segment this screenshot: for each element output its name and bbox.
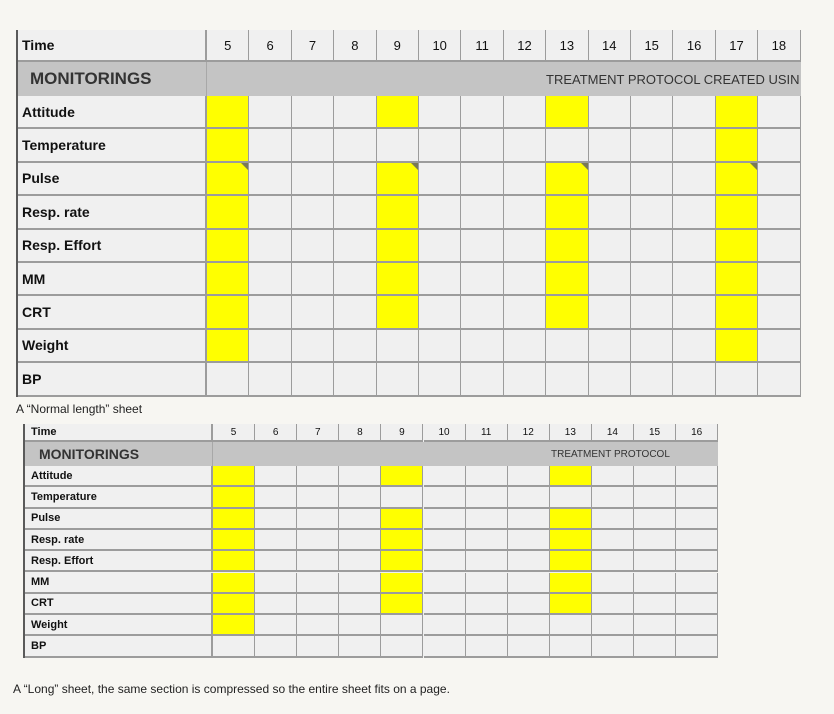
schedule-cell (381, 594, 423, 615)
schedule-cell (758, 129, 800, 162)
hour-header-cell: 5 (213, 424, 255, 442)
long-sheet-caption: A “Long” sheet, the same section is compressed so the entire sheet fits on a page. (13, 682, 450, 696)
schedule-cell (424, 615, 466, 636)
schedule-cell (334, 330, 376, 363)
schedule-cell (297, 636, 339, 657)
schedule-cell (550, 487, 592, 508)
schedule-cell (339, 509, 381, 530)
schedule-cell (504, 263, 546, 296)
schedule-cell (339, 573, 381, 594)
hour-header-cell: 13 (550, 424, 592, 442)
schedule-cell (255, 509, 297, 530)
schedule-cell (461, 196, 503, 229)
schedule-cell (377, 96, 419, 129)
schedule-cell (550, 573, 592, 594)
schedule-cell (461, 163, 503, 196)
schedule-cell (213, 551, 255, 572)
schedule-cell (504, 163, 546, 196)
schedule-cell (716, 230, 758, 263)
schedule-cell (377, 263, 419, 296)
schedule-cell (249, 230, 291, 263)
schedule-cell (249, 330, 291, 363)
schedule-cell (673, 196, 715, 229)
hour-header-cell: 10 (424, 424, 466, 442)
schedule-cell (255, 530, 297, 551)
schedule-cell (255, 636, 297, 657)
schedule-cell (716, 363, 758, 396)
schedule-cell (508, 530, 550, 551)
schedule-cell (377, 196, 419, 229)
hour-header-cell: 12 (508, 424, 550, 442)
monitoring-row-label: Pulse (16, 163, 207, 196)
schedule-cell (758, 96, 800, 129)
schedule-cell (589, 163, 631, 196)
schedule-cell (213, 487, 255, 508)
schedule-cell (249, 363, 291, 396)
schedule-cell (634, 530, 676, 551)
schedule-cell (631, 96, 673, 129)
hour-header-cell: 18 (758, 30, 800, 62)
schedule-cell (676, 487, 718, 508)
schedule-cell (424, 487, 466, 508)
time-header-label: Time (16, 30, 207, 62)
schedule-cell (673, 330, 715, 363)
hour-header-cell: 5 (207, 30, 249, 62)
schedule-cell (716, 129, 758, 162)
monitoring-row-label: MM (23, 573, 213, 594)
schedule-cell (546, 330, 588, 363)
schedule-cell (716, 163, 758, 196)
hour-header-cell: 8 (339, 424, 381, 442)
schedule-cell (508, 573, 550, 594)
monitoring-row-label: BP (23, 636, 213, 657)
schedule-cell (504, 129, 546, 162)
schedule-cell (292, 296, 334, 329)
monitoring-row-label: Attitude (23, 466, 213, 487)
schedule-cell (249, 196, 291, 229)
schedule-cell (550, 636, 592, 657)
schedule-cell (589, 330, 631, 363)
schedule-cell (676, 636, 718, 657)
schedule-cell (508, 466, 550, 487)
schedule-cell (297, 615, 339, 636)
schedule-cell (508, 636, 550, 657)
schedule-cell (758, 330, 800, 363)
schedule-cell (592, 509, 634, 530)
schedule-cell (592, 551, 634, 572)
schedule-cell (339, 594, 381, 615)
schedule-cell (546, 96, 588, 129)
schedule-cell (424, 594, 466, 615)
schedule-cell (631, 296, 673, 329)
schedule-cell (466, 530, 508, 551)
schedule-cell (292, 196, 334, 229)
schedule-cell (550, 594, 592, 615)
schedule-cell (339, 636, 381, 657)
schedule-cell (292, 263, 334, 296)
schedule-cell (381, 530, 423, 551)
schedule-cell (213, 509, 255, 530)
schedule-cell (381, 466, 423, 487)
monitoring-row-label: CRT (16, 296, 207, 329)
schedule-cell (676, 466, 718, 487)
hour-header-cell: 15 (634, 424, 676, 442)
schedule-cell (334, 163, 376, 196)
schedule-cell (508, 509, 550, 530)
schedule-cell (424, 530, 466, 551)
schedule-cell (207, 263, 249, 296)
schedule-cell (550, 509, 592, 530)
schedule-cell (550, 466, 592, 487)
schedule-cell (508, 615, 550, 636)
schedule-cell (255, 594, 297, 615)
schedule-cell (758, 230, 800, 263)
treatment-protocol-banner: TREATMENT PROTOCOL (213, 442, 718, 466)
schedule-cell (461, 96, 503, 129)
section-title: MONITORINGS (23, 442, 213, 466)
schedule-cell (334, 129, 376, 162)
schedule-cell (207, 363, 249, 396)
schedule-cell (631, 330, 673, 363)
schedule-cell (381, 509, 423, 530)
schedule-cell (249, 296, 291, 329)
schedule-cell (424, 509, 466, 530)
schedule-cell (207, 163, 249, 196)
schedule-cell (207, 296, 249, 329)
schedule-cell (297, 487, 339, 508)
schedule-cell (631, 163, 673, 196)
normal-sheet-caption: A “Normal length” sheet (16, 402, 143, 416)
schedule-cell (466, 509, 508, 530)
schedule-cell (716, 330, 758, 363)
hour-header-cell: 6 (249, 30, 291, 62)
schedule-cell (292, 96, 334, 129)
schedule-cell (249, 96, 291, 129)
monitoring-row-label: MM (16, 263, 207, 296)
schedule-cell (631, 196, 673, 229)
schedule-cell (292, 363, 334, 396)
monitoring-row-label: Attitude (16, 96, 207, 129)
monitoring-row-label: Resp. rate (16, 196, 207, 229)
monitoring-row-label: Temperature (16, 129, 207, 162)
schedule-cell (255, 615, 297, 636)
schedule-cell (508, 594, 550, 615)
schedule-cell (377, 330, 419, 363)
schedule-cell (673, 363, 715, 396)
schedule-cell (592, 466, 634, 487)
schedule-cell (676, 530, 718, 551)
hour-header-cell: 9 (381, 424, 423, 442)
schedule-cell (466, 487, 508, 508)
schedule-cell (546, 363, 588, 396)
schedule-cell (758, 296, 800, 329)
schedule-cell (504, 330, 546, 363)
schedule-cell (377, 296, 419, 329)
sheet-left-edge (23, 424, 25, 658)
schedule-cell (339, 551, 381, 572)
schedule-cell (461, 129, 503, 162)
schedule-cell (466, 636, 508, 657)
schedule-cell (634, 573, 676, 594)
schedule-cell (381, 573, 423, 594)
schedule-cell (213, 530, 255, 551)
schedule-cell (592, 615, 634, 636)
schedule-cell (297, 509, 339, 530)
schedule-cell (758, 363, 800, 396)
schedule-cell (631, 263, 673, 296)
schedule-cell (676, 615, 718, 636)
schedule-cell (634, 594, 676, 615)
hour-header-cell: 16 (676, 424, 718, 442)
hour-header-cell: 11 (461, 30, 503, 62)
schedule-cell (461, 330, 503, 363)
schedule-cell (249, 129, 291, 162)
schedule-cell (546, 129, 588, 162)
schedule-cell (546, 263, 588, 296)
schedule-cell (461, 263, 503, 296)
schedule-cell (592, 594, 634, 615)
schedule-cell (504, 363, 546, 396)
schedule-cell (213, 636, 255, 657)
schedule-cell (213, 594, 255, 615)
schedule-cell (634, 615, 676, 636)
schedule-cell (292, 163, 334, 196)
schedule-cell (631, 230, 673, 263)
schedule-cell (504, 230, 546, 263)
schedule-cell (334, 296, 376, 329)
hour-header-cell: 7 (292, 30, 334, 62)
schedule-cell (255, 573, 297, 594)
schedule-cell (673, 296, 715, 329)
schedule-cell (339, 466, 381, 487)
schedule-cell (381, 636, 423, 657)
schedule-cell (334, 196, 376, 229)
schedule-cell (377, 129, 419, 162)
schedule-cell (592, 573, 634, 594)
schedule-cell (758, 196, 800, 229)
schedule-cell (339, 487, 381, 508)
schedule-cell (207, 330, 249, 363)
schedule-cell (758, 163, 800, 196)
monitoring-row-label: CRT (23, 594, 213, 615)
normal-length-sheet (16, 30, 800, 394)
schedule-cell (550, 530, 592, 551)
schedule-cell (249, 163, 291, 196)
schedule-cell (297, 466, 339, 487)
schedule-cell (255, 487, 297, 508)
schedule-cell (419, 363, 461, 396)
schedule-cell (592, 487, 634, 508)
schedule-cell (213, 573, 255, 594)
hour-header-cell: 14 (592, 424, 634, 442)
monitoring-row-label: Pulse (23, 509, 213, 530)
schedule-cell (546, 196, 588, 229)
schedule-cell (461, 230, 503, 263)
schedule-cell (589, 196, 631, 229)
schedule-cell (334, 263, 376, 296)
schedule-cell (508, 551, 550, 572)
schedule-cell (419, 163, 461, 196)
schedule-cell (634, 636, 676, 657)
schedule-cell (673, 263, 715, 296)
schedule-cell (592, 636, 634, 657)
schedule-cell (461, 296, 503, 329)
schedule-cell (381, 487, 423, 508)
hour-header-cell: 8 (334, 30, 376, 62)
schedule-cell (673, 163, 715, 196)
schedule-cell (758, 263, 800, 296)
schedule-cell (676, 594, 718, 615)
schedule-cell (297, 594, 339, 615)
schedule-cell (673, 230, 715, 263)
schedule-cell (466, 594, 508, 615)
schedule-cell (292, 330, 334, 363)
hour-header-cell: 7 (297, 424, 339, 442)
schedule-cell (419, 230, 461, 263)
schedule-cell (292, 230, 334, 263)
schedule-cell (249, 263, 291, 296)
schedule-cell (381, 615, 423, 636)
monitoring-row-label: Resp. Effort (23, 551, 213, 572)
schedule-cell (592, 530, 634, 551)
schedule-cell (466, 466, 508, 487)
schedule-cell (419, 296, 461, 329)
schedule-cell (461, 363, 503, 396)
schedule-cell (676, 509, 718, 530)
schedule-cell (634, 487, 676, 508)
schedule-cell (213, 466, 255, 487)
schedule-cell (634, 466, 676, 487)
time-header-label: Time (23, 424, 213, 442)
schedule-cell (339, 530, 381, 551)
schedule-cell (255, 551, 297, 572)
schedule-cell (424, 573, 466, 594)
schedule-cell (207, 196, 249, 229)
schedule-cell (546, 163, 588, 196)
schedule-cell (716, 263, 758, 296)
schedule-cell (546, 230, 588, 263)
schedule-cell (673, 96, 715, 129)
hour-header-cell: 10 (419, 30, 461, 62)
hour-header-cell: 13 (546, 30, 588, 62)
monitoring-row-label: Temperature (23, 487, 213, 508)
sheet-left-edge (16, 30, 18, 397)
monitoring-row-label: Resp. Effort (16, 230, 207, 263)
monitoring-row-label: Weight (23, 615, 213, 636)
hour-header-cell: 15 (631, 30, 673, 62)
schedule-cell (716, 196, 758, 229)
schedule-cell (424, 551, 466, 572)
schedule-cell (377, 230, 419, 263)
schedule-cell (589, 296, 631, 329)
schedule-cell (213, 615, 255, 636)
schedule-cell (255, 466, 297, 487)
schedule-cell (550, 615, 592, 636)
schedule-cell (550, 551, 592, 572)
hour-header-cell: 9 (377, 30, 419, 62)
schedule-cell (716, 96, 758, 129)
schedule-cell (504, 96, 546, 129)
schedule-cell (631, 363, 673, 396)
schedule-cell (297, 551, 339, 572)
schedule-cell (207, 230, 249, 263)
hour-header-cell: 12 (504, 30, 546, 62)
schedule-cell (466, 573, 508, 594)
monitoring-row-label: BP (16, 363, 207, 396)
schedule-cell (504, 296, 546, 329)
schedule-cell (334, 96, 376, 129)
schedule-cell (419, 96, 461, 129)
schedule-cell (419, 129, 461, 162)
schedule-cell (419, 196, 461, 229)
schedule-cell (297, 530, 339, 551)
schedule-cell (508, 487, 550, 508)
schedule-cell (589, 230, 631, 263)
schedule-cell (631, 129, 673, 162)
schedule-cell (589, 96, 631, 129)
monitoring-row-label: Resp. rate (23, 530, 213, 551)
schedule-cell (634, 551, 676, 572)
hour-header-cell: 16 (673, 30, 715, 62)
schedule-cell (334, 363, 376, 396)
section-title: MONITORINGS (16, 62, 207, 96)
monitoring-row-label: Weight (16, 330, 207, 363)
schedule-cell (297, 573, 339, 594)
schedule-cell (419, 263, 461, 296)
hour-header-cell: 6 (255, 424, 297, 442)
schedule-cell (676, 573, 718, 594)
schedule-cell (334, 230, 376, 263)
schedule-cell (424, 466, 466, 487)
schedule-cell (377, 363, 419, 396)
schedule-cell (466, 551, 508, 572)
schedule-cell (466, 615, 508, 636)
hour-header-cell: 11 (466, 424, 508, 442)
schedule-cell (292, 129, 334, 162)
schedule-cell (339, 615, 381, 636)
schedule-cell (716, 296, 758, 329)
schedule-cell (589, 263, 631, 296)
schedule-cell (589, 129, 631, 162)
schedule-cell (207, 129, 249, 162)
schedule-cell (424, 636, 466, 657)
schedule-cell (634, 509, 676, 530)
hour-header-cell: 14 (589, 30, 631, 62)
schedule-cell (673, 129, 715, 162)
schedule-cell (419, 330, 461, 363)
schedule-cell (504, 196, 546, 229)
schedule-cell (381, 551, 423, 572)
schedule-cell (207, 96, 249, 129)
long-sheet (23, 424, 703, 657)
schedule-cell (589, 363, 631, 396)
schedule-cell (377, 163, 419, 196)
schedule-cell (676, 551, 718, 572)
hour-header-cell: 17 (716, 30, 758, 62)
schedule-cell (546, 296, 588, 329)
treatment-protocol-banner: TREATMENT PROTOCOL CREATED USIN (207, 62, 801, 96)
